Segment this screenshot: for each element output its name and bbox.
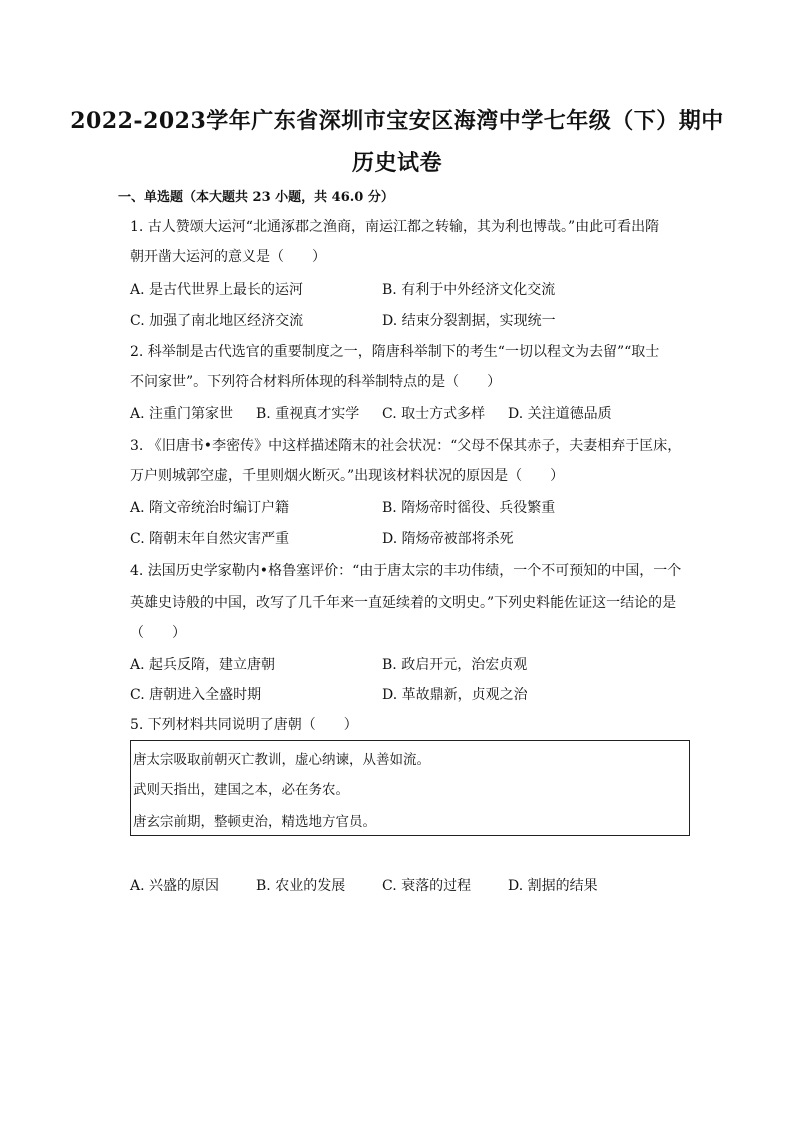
question-5-option-d[interactable]: D. 割据的结果 xyxy=(508,878,598,894)
question-3-option-b[interactable]: B. 隋炀帝时徭役、兵役繁重 xyxy=(382,500,556,516)
question-5-stem-line1: 5. 下列材料共同说明了唐朝（ ） xyxy=(130,717,358,733)
question-1-option-a[interactable]: A. 是古代世界上最长的运河 xyxy=(130,282,304,298)
section-header: 一、单选题（本大题共 23 小题，共 46.0 分） xyxy=(118,190,394,205)
exam-title-line2: 历史试卷 xyxy=(351,150,442,176)
question-2-option-a[interactable]: A. 注重门第家世 xyxy=(130,406,234,422)
question-2-option-c[interactable]: C. 取士方式多样 xyxy=(382,406,486,422)
question-1-stem-line1: 1. 古人赞颂大运河“北通涿郡之渔商，南运江都之转输，其为利也博哉。”由此可看出隋 xyxy=(130,219,660,235)
question-4-option-d[interactable]: D. 革故鼎新，贞观之治 xyxy=(382,687,528,703)
question-2-option-b[interactable]: B. 重视真才实学 xyxy=(256,406,360,422)
material-line-1: 唐太宗吸取前朝灭亡教训，虚心纳谏，从善如流。 xyxy=(133,752,430,768)
question-4-stem-line3: （ ） xyxy=(130,625,186,641)
question-2-option-d[interactable]: D. 关注道德品质 xyxy=(508,406,612,422)
question-4-option-c[interactable]: C. 唐朝进入全盛时期 xyxy=(130,687,262,703)
question-5-option-a[interactable]: A. 兴盛的原因 xyxy=(130,878,220,894)
question-3-option-d[interactable]: D. 隋炀帝被部将杀死 xyxy=(382,531,514,547)
question-1-option-c[interactable]: C. 加强了南北地区经济交流 xyxy=(130,313,304,329)
question-4-stem-line1: 4. 法国历史学家勒内•格鲁塞评价：“由于唐太宗的丰功伟绩，一个不可预知的中国，一个 xyxy=(130,563,682,579)
question-4-option-a[interactable]: A. 起兵反隋，建立唐朝 xyxy=(130,657,276,673)
question-3-option-c[interactable]: C. 隋朝末年自然灾害严重 xyxy=(130,531,290,547)
question-3-option-a[interactable]: A. 隋文帝统治时编订户籍 xyxy=(130,500,290,516)
material-box xyxy=(130,740,690,836)
question-2-stem-line2: 不问家世”。下列符合材料所体现的科举制特点的是（ ） xyxy=(130,374,502,390)
exam-title-line1: 2022-2023学年广东省深圳市宝安区海湾中学七年级（下）期中 xyxy=(70,108,724,134)
question-5-option-c[interactable]: C. 衰落的过程 xyxy=(382,878,472,894)
material-line-2: 武则天指出，建国之本，必在务农。 xyxy=(133,782,349,798)
question-1-stem-line2: 朝开凿大运河的意义是（ ） xyxy=(130,249,326,265)
question-1-option-b[interactable]: B. 有利于中外经济文化交流 xyxy=(382,282,556,298)
question-5-option-b[interactable]: B. 农业的发展 xyxy=(256,878,346,894)
question-3-stem-line1: 3. 《旧唐书•李密传》中这样描述隋末的社会状况：“父母不保其赤子，夫妻相弃于匡床， xyxy=(130,438,682,454)
question-4-stem-line2: 英雄史诗般的中国，改写了几千年来一直延续着的文明史。”下列史料能佐证这一结论的是 xyxy=(130,595,677,611)
question-1-option-d[interactable]: D. 结束分裂割据，实现统一 xyxy=(382,313,556,329)
question-2-stem-line1: 2. 科举制是古代选官的重要制度之一，隋唐科举制下的考生“一切以程文为去留”“取士 xyxy=(130,344,660,360)
question-3-stem-line2: 万户则城郭空虚，千里则烟火断灭。”出现该材料状况的原因是（ ） xyxy=(130,468,565,484)
material-line-3: 唐玄宗前期，整顿吏治，精选地方官员。 xyxy=(133,814,376,830)
question-4-option-b[interactable]: B. 政启开元，治宏贞观 xyxy=(382,657,528,673)
